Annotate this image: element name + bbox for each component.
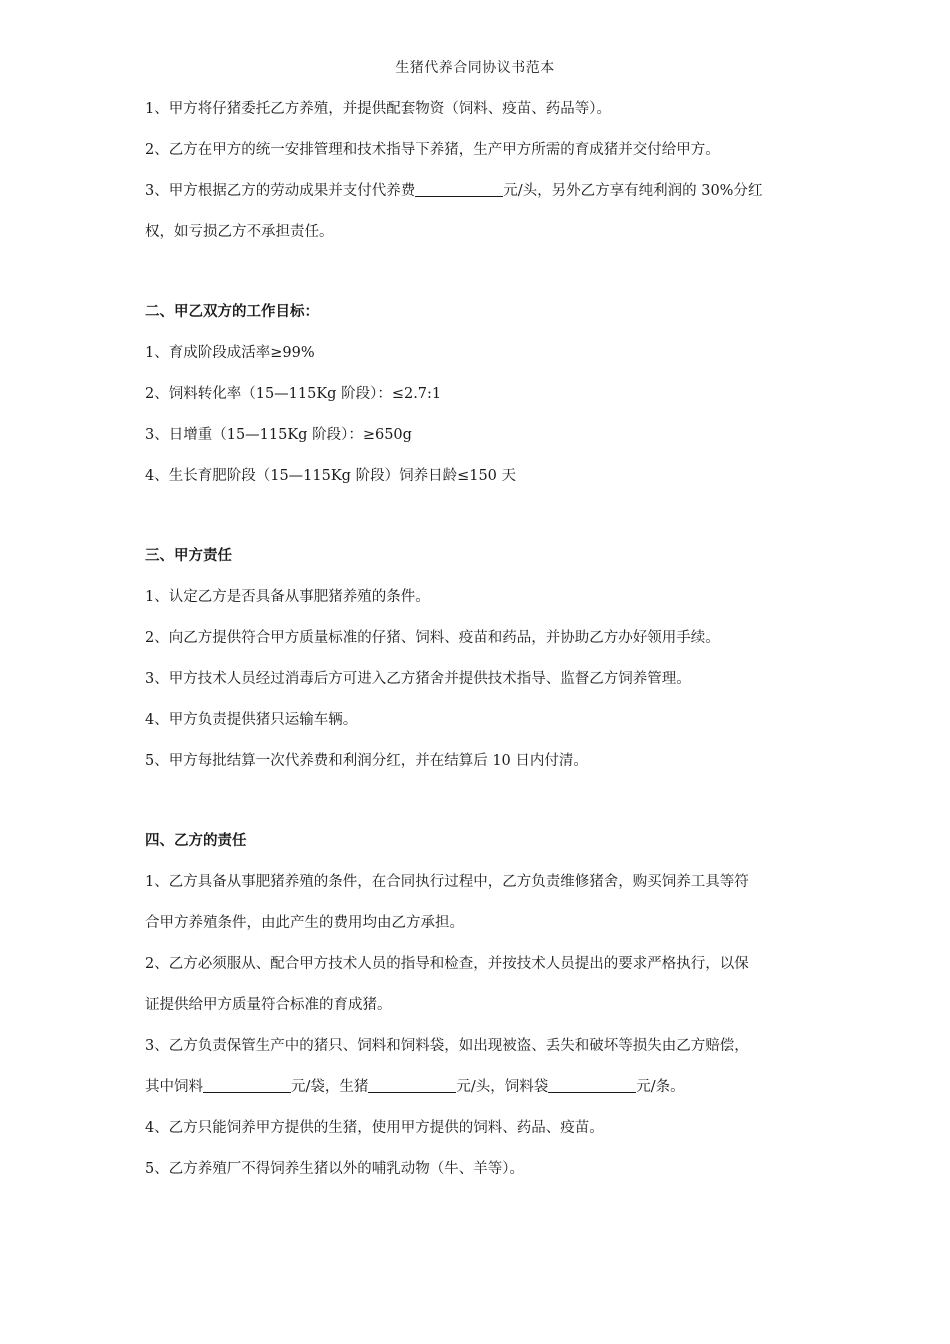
section-4-item-5: 5、乙方养殖厂不得饲养生猪以外的哺乳动物（牛、羊等）。 [145,1161,524,1177]
page-header: 生猪代养合同协议书范本 [395,60,555,76]
section-2-item-3: 3、日增重（15—115Kg 阶段）：≥650g [145,427,412,443]
intro-clause-2: 2、乙方在甲方的统一安排管理和技术指导下养猪，生产甲方所需的育成猪并交付给甲方。 [145,142,720,158]
section-3-heading: 三、甲方责任 [145,547,232,564]
section-2-item-4: 4、生长育肥阶段（15—115Kg 阶段）饲养日龄≤150 天 [145,468,517,484]
section-4-item-2-cont: 证提供给甲方质量符合标准的育成猪。 [145,997,392,1013]
section-4-item-4: 4、乙方只能饲养甲方提供的生猪，使用甲方提供的饲料、药品、疫苗。 [145,1120,604,1136]
section-2-item-1: 1、育成阶段成活率≥99% [145,345,315,361]
intro-clause-1: 1、甲方将仔猪委托乙方养殖，并提供配套物资（饲料、疫苗、药品等）。 [145,101,611,117]
section-3-item-1: 1、认定乙方是否具备从事肥猪养殖的条件。 [145,589,430,605]
fee-blank [415,182,503,197]
bag-price-blank [548,1078,636,1093]
section-3-item-4: 4、甲方负责提供猪只运输车辆。 [145,712,358,728]
section-3-item-3: 3、甲方技术人员经过消毒后方可进入乙方猪舍并提供技术指导、监督乙方饲养管理。 [145,671,691,687]
section-4-heading: 四、乙方的责任 [145,832,247,849]
section-3-item-2: 2、向乙方提供符合甲方质量标准的仔猪、饲料、疫苗和药品，并协助乙方办好领用手续。 [145,630,720,646]
feed-price-blank [203,1078,291,1093]
section-4-item-1: 1、乙方具备从事肥猪养殖的条件，在合同执行过程中，乙方负责维修猪舍，购买饲养工具等符 [145,874,749,890]
intro-clause-3-cont: 权，如亏损乙方不承担责任。 [145,224,334,240]
pig-price-blank [368,1078,456,1093]
contract-body [145,99,810,1179]
section-2-heading: 二、甲乙双方的工作目标： [145,303,319,320]
section-4-item-3: 3、乙方负责保管生产中的猪只、饲料和饲料袋，如出现被盗、丢失和破坏等损失由乙方赔偿， [145,1038,749,1054]
section-4-item-1-cont: 合甲方养殖条件，由此产生的费用均由乙方承担。 [145,915,464,931]
section-3-item-5: 5、甲方每批结算一次代养费和利润分红，并在结算后 10 日内付清。 [145,753,588,769]
intro-clause-3: 3、甲方根据乙方的劳动成果并支付代养费 元/头，另外乙方享有纯利润的 30%分红 [145,183,763,199]
section-4-item-3-cont: 其中饲料 元/袋，生猪 元/头，饲料袋 元/条。 [145,1079,685,1095]
section-2-item-2: 2、饲料转化率（15—115Kg 阶段）：≤2.7:1 [145,386,442,402]
section-4-item-2: 2、乙方必须服从、配合甲方技术人员的指导和检查，并按技术人员提出的要求严格执行，以保 [145,956,749,972]
